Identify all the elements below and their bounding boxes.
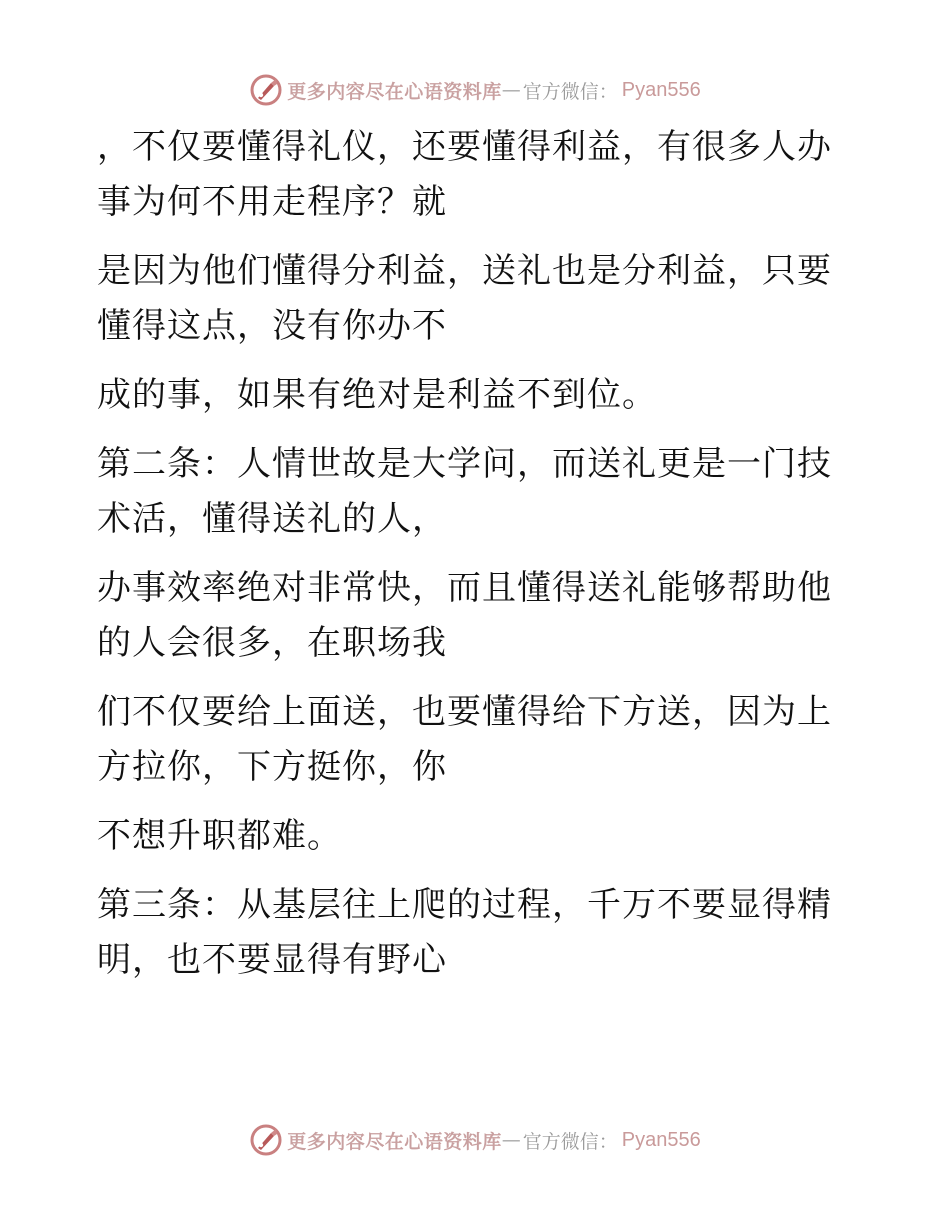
paragraph bbox=[97, 120, 837, 230]
text-line: 第二条：人情世故是大学问，而送礼更是一门技 bbox=[97, 444, 832, 484]
text-line: 第三条：从基层往上爬的过程，千万不要显得精 bbox=[97, 885, 832, 925]
text-line: 事为何不用走程序？就 bbox=[97, 182, 447, 222]
text-line: ，不仅要懂得礼仪，还要懂得利益，有很多人办 bbox=[97, 127, 832, 167]
paragraph bbox=[97, 368, 837, 423]
text-line: 不想升职都难。 bbox=[97, 816, 342, 856]
banner-separator: — bbox=[501, 79, 521, 101]
paragraph bbox=[97, 685, 837, 795]
text-line: 术活，懂得送礼的人， bbox=[97, 499, 447, 539]
wechat-label: 官方微信： bbox=[522, 1130, 618, 1153]
paragraph bbox=[97, 437, 837, 547]
text-line: 成的事，如果有绝对是利益不到位。 bbox=[97, 375, 657, 415]
header-banner bbox=[0, 70, 950, 110]
wechat-label: 官方微信： bbox=[522, 80, 618, 103]
paragraph bbox=[97, 809, 837, 864]
text-line: 们不仅要给上面送，也要懂得给下方送，因为上 bbox=[97, 692, 832, 732]
document-body bbox=[97, 120, 837, 1002]
banner-text: 更多内容尽在心语资料库 bbox=[287, 1130, 502, 1153]
text-line: 方拉你，下方挺你，你 bbox=[97, 747, 447, 787]
paragraph bbox=[97, 561, 837, 671]
text-line: 办事效率绝对非常快，而且懂得送礼能够帮助他 bbox=[97, 568, 832, 608]
wechat-id: Pyan556 bbox=[621, 78, 701, 101]
banner-separator: — bbox=[501, 1129, 521, 1151]
text-line: 的人会很多，在职场我 bbox=[97, 623, 447, 663]
pen-nib-logo-icon bbox=[249, 73, 283, 107]
text-line: 是因为他们懂得分利益，送礼也是分利益，只要 bbox=[97, 251, 832, 291]
pen-nib-logo-icon bbox=[249, 1123, 283, 1157]
banner-text: 更多内容尽在心语资料库 bbox=[287, 80, 502, 103]
paragraph bbox=[97, 878, 837, 988]
footer-banner bbox=[0, 1120, 950, 1160]
text-line: 懂得这点，没有你办不 bbox=[97, 306, 447, 346]
paragraph bbox=[97, 244, 837, 354]
text-line: 明，也不要显得有野心 bbox=[97, 940, 447, 980]
wechat-id: Pyan556 bbox=[621, 1128, 701, 1151]
